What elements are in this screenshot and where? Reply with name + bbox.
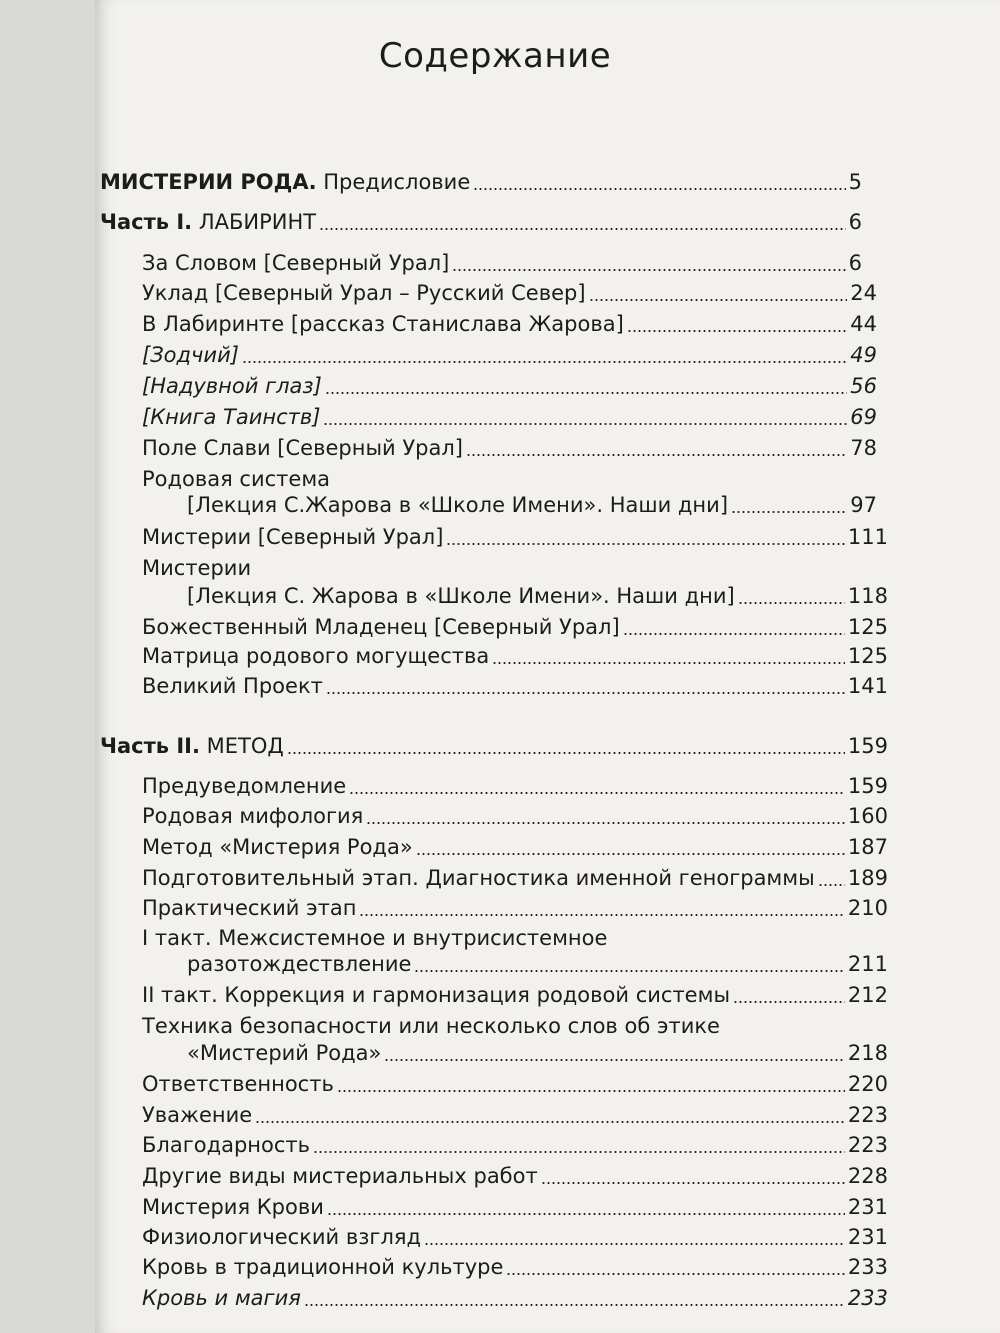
toc-entry — [142, 828, 888, 858]
leader-dots — [287, 752, 845, 754]
toc-entry-page: 223 — [847, 1133, 888, 1157]
toc-entry-label: Мистерии — [142, 556, 252, 580]
toc-entry — [187, 486, 877, 516]
leader-dots — [255, 1121, 845, 1123]
leader-dots — [414, 970, 844, 972]
leader-dots — [323, 423, 847, 425]
toc-entry — [142, 1188, 888, 1218]
toc-entry — [142, 767, 888, 797]
toc-entry-label: [Зодчий] — [142, 343, 239, 367]
toc-entry-label: [Лекция С.Жарова в «Школе Имени». Наши дни] — [187, 493, 729, 517]
toc-entry-label: Матрица родового могущества — [142, 644, 490, 668]
toc-entry — [142, 274, 877, 304]
toc-entry — [142, 1157, 888, 1187]
leader-dots — [349, 792, 845, 794]
toc-entry — [187, 577, 888, 607]
toc-entry-label: Родовая мифология — [142, 804, 364, 828]
toc-entry — [142, 549, 888, 579]
leader-dots — [733, 1001, 845, 1003]
toc-entry-label: Кровь в традиционной культуре — [142, 1255, 504, 1279]
toc-entry-page: 49 — [850, 343, 877, 367]
toc-entry — [142, 1218, 888, 1248]
toc-entry-page: 223 — [847, 1103, 888, 1127]
toc-entry-page: 211 — [847, 952, 888, 976]
toc-entry-label: За Словом [Северный Урал] — [142, 251, 450, 275]
toc-entry-label: Благодарность — [142, 1133, 311, 1157]
toc-entry-page: 189 — [847, 866, 888, 890]
toc-entry-label: Кровь и магия — [142, 1286, 301, 1310]
toc-entry-label: разотождествление — [187, 952, 412, 976]
toc-entry-label: I такт. Межсистемное и внутрисистемное — [142, 926, 608, 950]
toc-entry — [142, 518, 888, 548]
toc-entry — [142, 244, 862, 274]
leader-dots — [589, 299, 848, 301]
toc-entry-page: 6 — [848, 251, 862, 275]
toc-entry — [187, 945, 888, 975]
leader-dots — [337, 1090, 845, 1092]
leader-dots — [313, 1151, 845, 1153]
toc-entry — [142, 305, 877, 335]
toc-entry-label: Техника безопасности или несколько слов об этике — [142, 1014, 720, 1038]
toc-entry-page: 56 — [850, 374, 877, 398]
toc-entry-page: 69 — [850, 405, 877, 429]
toc-entry-label: II такт. Коррекция и гармонизация родовой системы — [142, 983, 731, 1007]
toc-entry-part-1 — [100, 203, 862, 233]
toc-entry-page: 159 — [847, 774, 888, 798]
toc-entry-label: МЕТОД — [199, 734, 284, 758]
toc-entry — [142, 1065, 888, 1095]
toc-entry-label: ЛАБИРИНТ — [192, 210, 317, 234]
leader-dots — [506, 1273, 844, 1275]
toc-entry-label: Физиологический взгляд — [142, 1225, 422, 1249]
toc-entry-page: 218 — [847, 1041, 888, 1065]
toc-entry — [142, 859, 888, 889]
leader-dots — [446, 543, 844, 545]
leader-dots — [416, 853, 845, 855]
toc-entry-preface — [100, 163, 862, 193]
leader-dots — [466, 454, 847, 456]
toc-entry-page: 233 — [847, 1255, 888, 1279]
toc-entry — [142, 1007, 888, 1037]
toc-entry — [142, 637, 888, 667]
toc-entry-label: Божественный Младенец [Северный Урал] — [142, 615, 620, 639]
toc-entry-page: 228 — [847, 1164, 888, 1188]
toc-entry-page: 160 — [847, 804, 888, 828]
toc-entry-page: 233 — [847, 1286, 888, 1310]
leader-dots — [818, 884, 845, 886]
toc-entry-prefix: Часть II. — [100, 734, 200, 758]
toc-entry-label: Великий Проект — [142, 674, 323, 698]
toc-entry-part-2 — [100, 727, 888, 757]
toc-entry-label: [Лекция С. Жарова в «Школе Имени». Наши дни] — [187, 584, 735, 608]
toc-entry-label: Предуведомление — [142, 774, 347, 798]
toc-entry — [142, 797, 888, 827]
leader-dots — [541, 1182, 845, 1184]
toc-entry — [142, 1096, 888, 1126]
toc-entry — [142, 336, 877, 366]
toc-entry-label: Практический этап — [142, 896, 357, 920]
toc-entry-page: 5 — [848, 170, 862, 194]
leader-dots — [359, 914, 844, 916]
toc-entry-prefix: МИСТЕРИИ РОДА. — [100, 170, 317, 194]
toc-entry-page: 231 — [847, 1225, 888, 1249]
toc-entry — [142, 1248, 888, 1278]
toc-entry — [142, 367, 877, 397]
toc-entry-page: 159 — [847, 734, 888, 758]
leader-dots — [627, 330, 848, 332]
leader-dots — [242, 361, 847, 363]
toc-entry — [142, 1279, 888, 1309]
leader-dots — [325, 392, 848, 394]
toc-entry-page: 220 — [847, 1072, 888, 1096]
toc-entry-label: Другие виды мистериальных работ — [142, 1164, 538, 1188]
toc-entry — [187, 1034, 888, 1064]
toc-entry-label: Уклад [Северный Урал – Русский Север] — [142, 281, 586, 305]
toc-entry — [142, 1126, 888, 1156]
toc-entry-page: 187 — [847, 835, 888, 859]
toc-entry-page: 141 — [847, 674, 888, 698]
toc-entry-label: В Лабиринте [рассказ Станислава Жарова] — [142, 312, 624, 336]
toc-entry-page: 210 — [847, 896, 888, 920]
leader-dots — [384, 1059, 845, 1061]
toc-entry-page: 231 — [847, 1195, 888, 1219]
toc-entry-page: 6 — [848, 210, 862, 234]
toc-entry-label: Метод «Мистерия Рода» — [142, 835, 413, 859]
toc-entry-page: 24 — [850, 281, 877, 305]
leader-dots — [731, 511, 847, 513]
toc-entry-page: 125 — [847, 644, 888, 668]
toc-entry-prefix: Часть I. — [100, 210, 193, 234]
toc-entry-label: Поле Слави [Северный Урал] — [142, 436, 463, 460]
toc-entry-label: [Книга Таинств] — [142, 405, 321, 429]
toc-entry-page: 97 — [850, 493, 877, 517]
toc-entry-page: 111 — [847, 525, 888, 549]
toc-entry-page: 118 — [847, 584, 888, 608]
toc-entry — [142, 667, 888, 697]
leader-dots — [623, 633, 845, 635]
page-title: Содержание — [378, 36, 612, 76]
leader-dots — [304, 1304, 845, 1306]
toc-entry-label: Ответственность — [142, 1072, 334, 1096]
leader-dots — [366, 822, 845, 824]
leader-dots — [327, 1213, 845, 1215]
leader-dots — [326, 692, 845, 694]
toc-entry-label: [Надувной глаз] — [142, 374, 322, 398]
toc-entry-label: «Мистерий Рода» — [187, 1041, 382, 1065]
leader-dots — [738, 602, 845, 604]
leader-dots — [473, 188, 845, 190]
toc-entry — [142, 976, 888, 1006]
toc-entry — [142, 398, 877, 428]
toc-entry — [142, 429, 877, 459]
toc-entry — [142, 608, 888, 638]
toc-entry-label: Предисловие — [316, 170, 471, 194]
leader-dots — [424, 1243, 845, 1245]
toc-entry-page: 212 — [847, 983, 888, 1007]
toc-entry-label: Родовая система — [142, 467, 331, 491]
toc-entry-label: Подготовительный этап. Диагностика именной генограммы — [142, 866, 815, 890]
toc-entry — [142, 889, 888, 919]
toc-entry-page: 125 — [847, 615, 888, 639]
toc-entry-label: Уважение — [142, 1103, 253, 1127]
toc-entry-label: Мистерия Крови — [142, 1195, 324, 1219]
toc-entry-page: 78 — [850, 436, 877, 460]
toc-entry-label: Мистерии [Северный Урал] — [142, 525, 444, 549]
leader-dots — [452, 269, 845, 271]
leader-dots — [492, 662, 845, 664]
toc-entry-page: 44 — [850, 312, 877, 336]
leader-dots — [319, 228, 846, 230]
